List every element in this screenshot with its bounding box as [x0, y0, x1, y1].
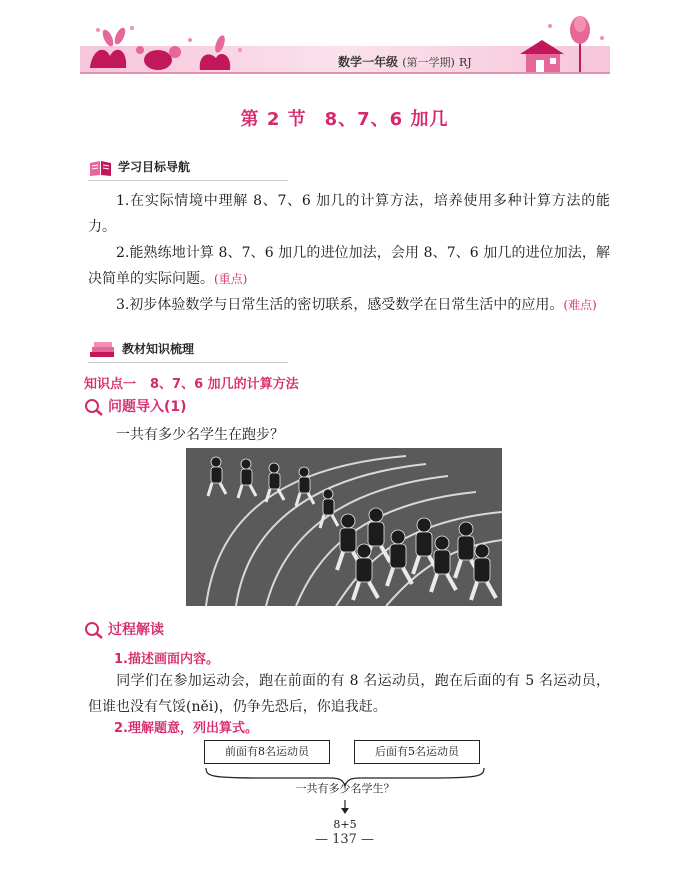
- magnifier-icon: [84, 621, 104, 639]
- diagram-question: 一共有多少名学生？: [295, 782, 395, 795]
- edition-label: RJ: [458, 56, 472, 69]
- step-1-paragraph: 同学们在参加运动会，跑在前面的有 8 名运动员，跑在后面的有 5 名运动员，但谁也没有气馁(něi)，仍争先恐后，你追我赶。: [88, 673, 610, 715]
- goals-heading-text: 学习目标导航: [118, 160, 191, 174]
- process-heading-text: 过程解读: [108, 622, 164, 638]
- runners-illustration: [186, 448, 502, 606]
- term-label: (第一学期): [402, 56, 455, 69]
- goal-text: 1.在实际情境中理解 8、7、6 加几的计算方法，培养使用多种计算方法的能力。: [88, 193, 610, 235]
- book-title: 数学一年级: [338, 55, 399, 69]
- knowledge-point: [84, 373, 299, 392]
- intro-heading-text: 问题导入(1): [108, 399, 187, 415]
- diagram-expression: 8+5: [333, 818, 357, 831]
- goal-note: (重点): [214, 272, 248, 286]
- step-1-label: 1.描述画面内容。: [114, 652, 219, 667]
- knowledge-point-title: 8、7、6 加几的计算方法: [150, 377, 299, 392]
- intro-question-text: 一共有多少名学生在跑步？: [116, 427, 284, 443]
- knowledge-heading-text: 教材知识梳理: [122, 342, 195, 356]
- page-header: [80, 10, 610, 80]
- header-title: [338, 53, 472, 70]
- problem-diagram: [200, 740, 490, 830]
- runners-track-image: [186, 448, 502, 606]
- goal-text: 2.能熟练地计算 8、7、6 加几的进位加法，会用 8、7、6 加几的进位加法，解决简单的实际问题。: [88, 245, 610, 287]
- step-2-label: 2.理解题意，列出算式。: [114, 721, 258, 736]
- page-number: — 137 —: [314, 832, 375, 847]
- goal-item-2: [88, 240, 610, 292]
- goals-heading: [88, 158, 190, 177]
- knowledge-point-label: 知识点一: [84, 377, 137, 392]
- process-heading: [84, 619, 164, 639]
- knowledge-heading: [88, 340, 194, 359]
- section-title: [0, 105, 689, 131]
- magnifier-icon: [84, 398, 104, 416]
- goal-item-1: [88, 188, 610, 240]
- goal-text: 3.初步体验数学与日常生活的密切联系，感受数学在日常生活中的应用。: [116, 297, 564, 313]
- intro-heading: [84, 396, 187, 416]
- section-name: 8、7、6 加几: [324, 109, 449, 130]
- book-icon: [88, 159, 114, 177]
- step-1-text: [88, 668, 610, 720]
- back-runners-box: 后面有5名运动员: [354, 740, 480, 764]
- goal-item-3: [88, 292, 610, 318]
- goal-note: (难点): [563, 298, 597, 312]
- section-number: 第 2 节: [240, 109, 307, 130]
- books-stack-icon: [88, 341, 118, 359]
- front-runners-box: 前面有8名运动员: [204, 740, 330, 764]
- intro-question: [88, 422, 610, 448]
